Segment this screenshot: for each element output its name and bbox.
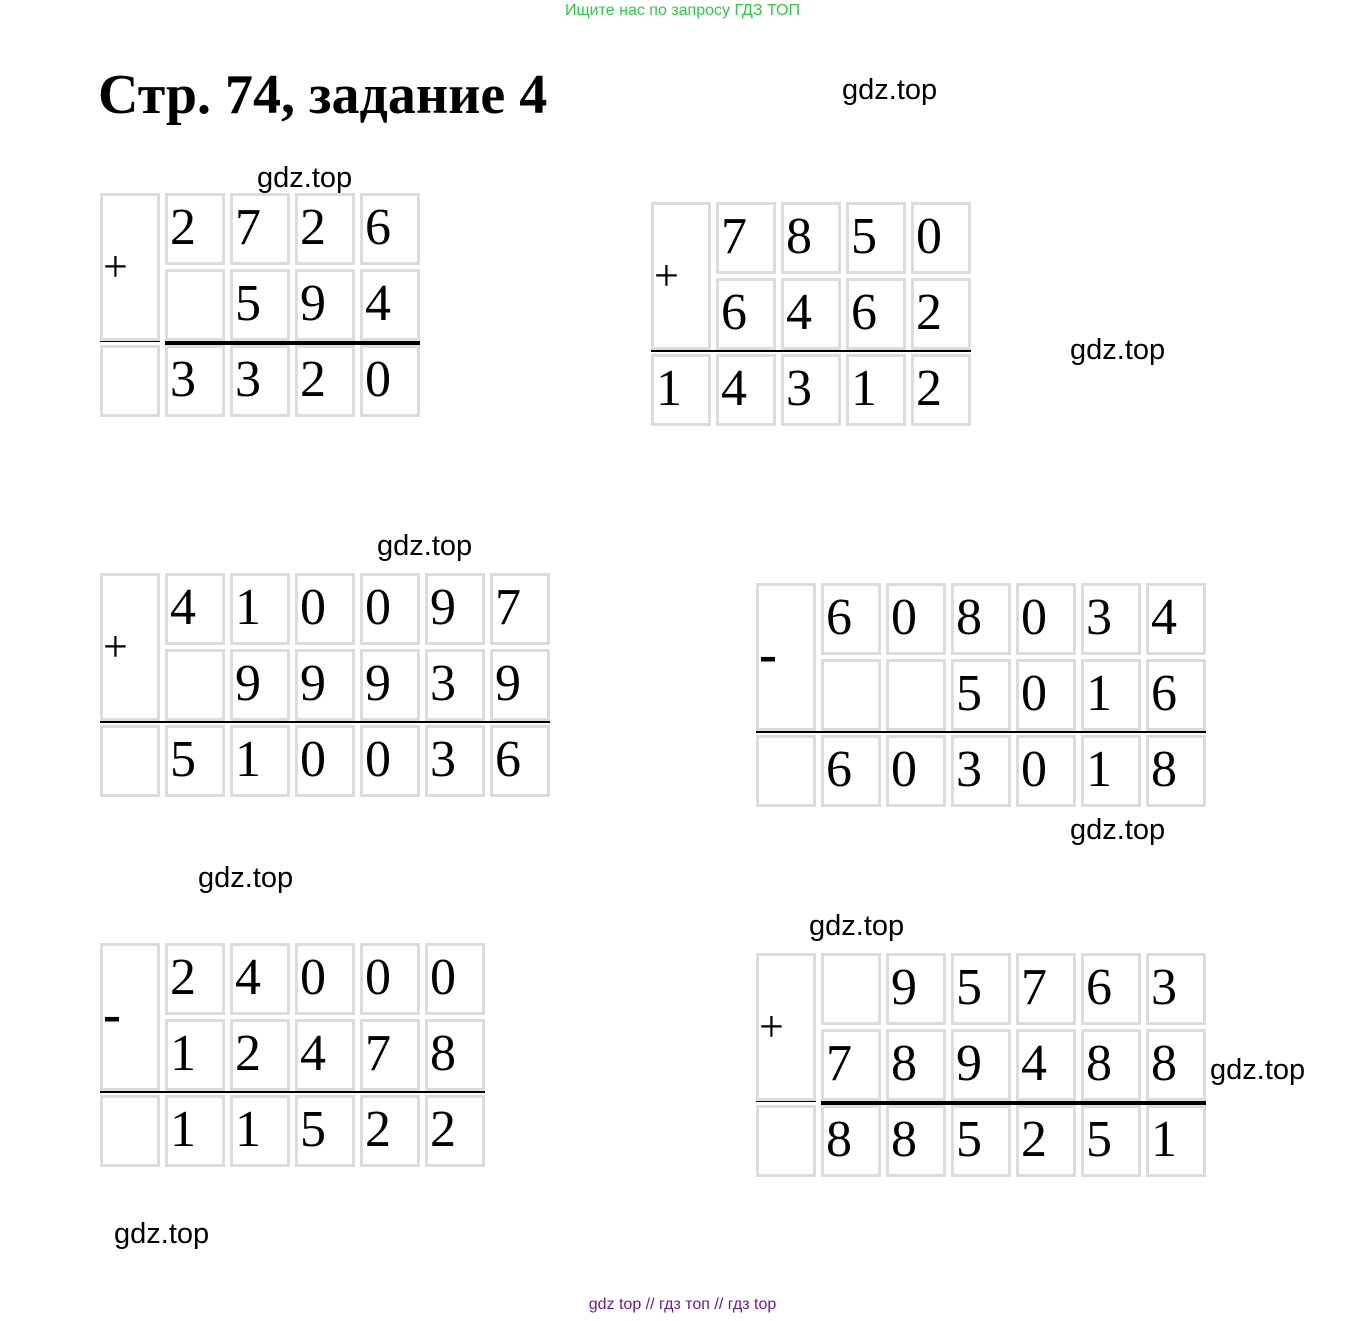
result-digit-cell: 8	[1146, 735, 1206, 807]
middle-digit-cell: 4	[295, 1019, 355, 1091]
watermark: gdz.top	[1070, 334, 1166, 366]
result-line	[651, 350, 971, 352]
result-digit-cell: 8	[821, 1105, 881, 1177]
middle-digit-cell: 9	[230, 649, 290, 721]
result-line	[165, 341, 420, 345]
top-digit-cell: 7	[1016, 953, 1076, 1025]
middle-digit-cell: 8	[425, 1019, 485, 1091]
result-line	[100, 721, 550, 723]
result-digit-cell: 0	[360, 345, 420, 417]
middle-digit-cell: 9	[360, 649, 420, 721]
top-digit-cell: 5	[951, 953, 1011, 1025]
middle-digit-cell: 4	[1016, 1029, 1076, 1101]
top-digit-cell: 9	[425, 573, 485, 645]
top-digit-cell: 2	[165, 943, 225, 1015]
result-digit-cell: 3	[951, 735, 1011, 807]
watermark: gdz.top	[377, 530, 473, 562]
result-digit-cell: 0	[360, 725, 420, 797]
result-digit-cell: 0	[1016, 735, 1076, 807]
middle-digit-cell: 5	[230, 269, 290, 341]
middle-digit-cell: 4	[781, 278, 841, 350]
middle-digit-cell: 4	[360, 269, 420, 341]
top-digit-cell: 0	[360, 943, 420, 1015]
result-digit-cell	[100, 345, 160, 417]
top-digit-cell: 0	[295, 573, 355, 645]
middle-digit-cell: 8	[1081, 1029, 1141, 1101]
watermark: gdz.top	[842, 74, 938, 106]
footer-separator: //	[714, 1296, 724, 1313]
result-digit-cell: 3	[230, 345, 290, 417]
watermark: gdz.top	[257, 162, 353, 194]
result-digit-cell: 1	[165, 1095, 225, 1167]
result-digit-cell: 5	[1081, 1105, 1141, 1177]
middle-digit-cell: 2	[230, 1019, 290, 1091]
middle-digit-cell	[821, 659, 881, 731]
minus-sign: -	[103, 984, 121, 1044]
top-digit-cell: 0	[886, 583, 946, 655]
footer-separator: //	[645, 1296, 655, 1313]
top-digit-cell: 0	[360, 573, 420, 645]
middle-digit-cell: 8	[886, 1029, 946, 1101]
top-digit-cell: 7	[490, 573, 550, 645]
result-digit-cell: 2	[295, 345, 355, 417]
top-digit-cell: 0	[295, 943, 355, 1015]
middle-digit-cell: 1	[165, 1019, 225, 1091]
middle-digit-cell: 6	[846, 278, 906, 350]
middle-digit-cell	[886, 659, 946, 731]
result-digit-cell	[100, 725, 160, 797]
middle-digit-cell: 7	[360, 1019, 420, 1091]
top-digit-cell: 7	[716, 202, 776, 274]
middle-digit-cell: 7	[821, 1029, 881, 1101]
plus-sign: +	[103, 622, 128, 671]
watermark: gdz.top	[809, 910, 905, 942]
top-digit-cell: 5	[846, 202, 906, 274]
plus-sign: +	[103, 242, 128, 291]
plus-sign: +	[654, 251, 679, 300]
top-digit-cell: 2	[295, 193, 355, 265]
middle-digit-cell	[165, 649, 225, 721]
result-digit-cell	[756, 1105, 816, 1177]
result-digit-cell: 8	[886, 1105, 946, 1177]
top-digit-cell	[821, 953, 881, 1025]
middle-digit-cell: 9	[295, 269, 355, 341]
watermark: gdz.top	[1070, 814, 1166, 846]
middle-digit-cell: 1	[1081, 659, 1141, 731]
top-digit-cell: 4	[1146, 583, 1206, 655]
middle-digit-cell: 6	[716, 278, 776, 350]
top-digit-cell: 9	[886, 953, 946, 1025]
top-digit-cell: 2	[165, 193, 225, 265]
middle-digit-cell: 0	[1016, 659, 1076, 731]
top-banner[interactable]: Ищите нас по запросу ГДЗ ТОП	[565, 2, 800, 19]
watermark: gdz.top	[198, 862, 294, 894]
top-digit-cell: 6	[821, 583, 881, 655]
middle-digit-cell	[165, 269, 225, 341]
page-title: Стр. 74, задание 4	[98, 64, 548, 126]
top-digit-cell: 8	[951, 583, 1011, 655]
result-digit-cell: 3	[425, 725, 485, 797]
watermark: gdz.top	[114, 1218, 210, 1250]
middle-digit-cell: 8	[1146, 1029, 1206, 1101]
top-digit-cell: 1	[230, 573, 290, 645]
top-digit-cell: 3	[1081, 583, 1141, 655]
result-line-sign-segment	[756, 1101, 816, 1102]
top-digit-cell: 7	[230, 193, 290, 265]
top-digit-cell: 3	[1146, 953, 1206, 1025]
result-digit-cell: 6	[821, 735, 881, 807]
result-line	[100, 1091, 485, 1093]
result-digit-cell: 0	[295, 725, 355, 797]
result-digit-cell	[100, 1095, 160, 1167]
result-digit-cell: 3	[781, 354, 841, 426]
result-digit-cell: 0	[886, 735, 946, 807]
top-digit-cell: 8	[781, 202, 841, 274]
top-digit-cell: 0	[911, 202, 971, 274]
top-digit-cell: 4	[165, 573, 225, 645]
result-digit-cell: 6	[490, 725, 550, 797]
middle-digit-cell: 3	[425, 649, 485, 721]
result-digit-cell: 2	[1016, 1105, 1076, 1177]
result-digit-cell: 5	[951, 1105, 1011, 1177]
middle-digit-cell: 9	[295, 649, 355, 721]
top-digit-cell: 0	[425, 943, 485, 1015]
result-digit-cell: 1	[1081, 735, 1141, 807]
result-digit-cell: 3	[165, 345, 225, 417]
middle-digit-cell: 6	[1146, 659, 1206, 731]
middle-digit-cell: 9	[490, 649, 550, 721]
result-digit-cell: 5	[165, 725, 225, 797]
top-digit-cell: 0	[1016, 583, 1076, 655]
middle-digit-cell: 9	[951, 1029, 1011, 1101]
footer-links	[0, 1294, 1365, 1316]
footer-link[interactable]: гдз топ	[659, 1296, 710, 1313]
plus-sign: +	[759, 1002, 784, 1051]
result-line-sign-segment	[100, 341, 160, 342]
middle-digit-cell: 2	[911, 278, 971, 350]
result-digit-cell: 2	[911, 354, 971, 426]
result-digit-cell: 5	[295, 1095, 355, 1167]
footer-link[interactable]: gdz top	[588, 1296, 642, 1313]
result-digit-cell: 4	[716, 354, 776, 426]
minus-sign: -	[759, 624, 777, 684]
result-digit-cell: 1	[230, 725, 290, 797]
result-digit-cell: 1	[230, 1095, 290, 1167]
watermark: gdz.top	[1210, 1054, 1306, 1086]
top-digit-cell: 6	[1081, 953, 1141, 1025]
footer-link[interactable]: гдз top	[727, 1296, 777, 1313]
top-digit-cell: 6	[360, 193, 420, 265]
result-digit-cell	[756, 735, 816, 807]
middle-digit-cell: 5	[951, 659, 1011, 731]
result-line	[821, 1101, 1206, 1105]
result-digit-cell: 2	[360, 1095, 420, 1167]
result-digit-cell: 1	[846, 354, 906, 426]
result-digit-cell: 2	[425, 1095, 485, 1167]
result-line	[756, 731, 1206, 733]
top-digit-cell: 4	[230, 943, 290, 1015]
result-digit-cell: 1	[1146, 1105, 1206, 1177]
result-digit-cell: 1	[651, 354, 711, 426]
